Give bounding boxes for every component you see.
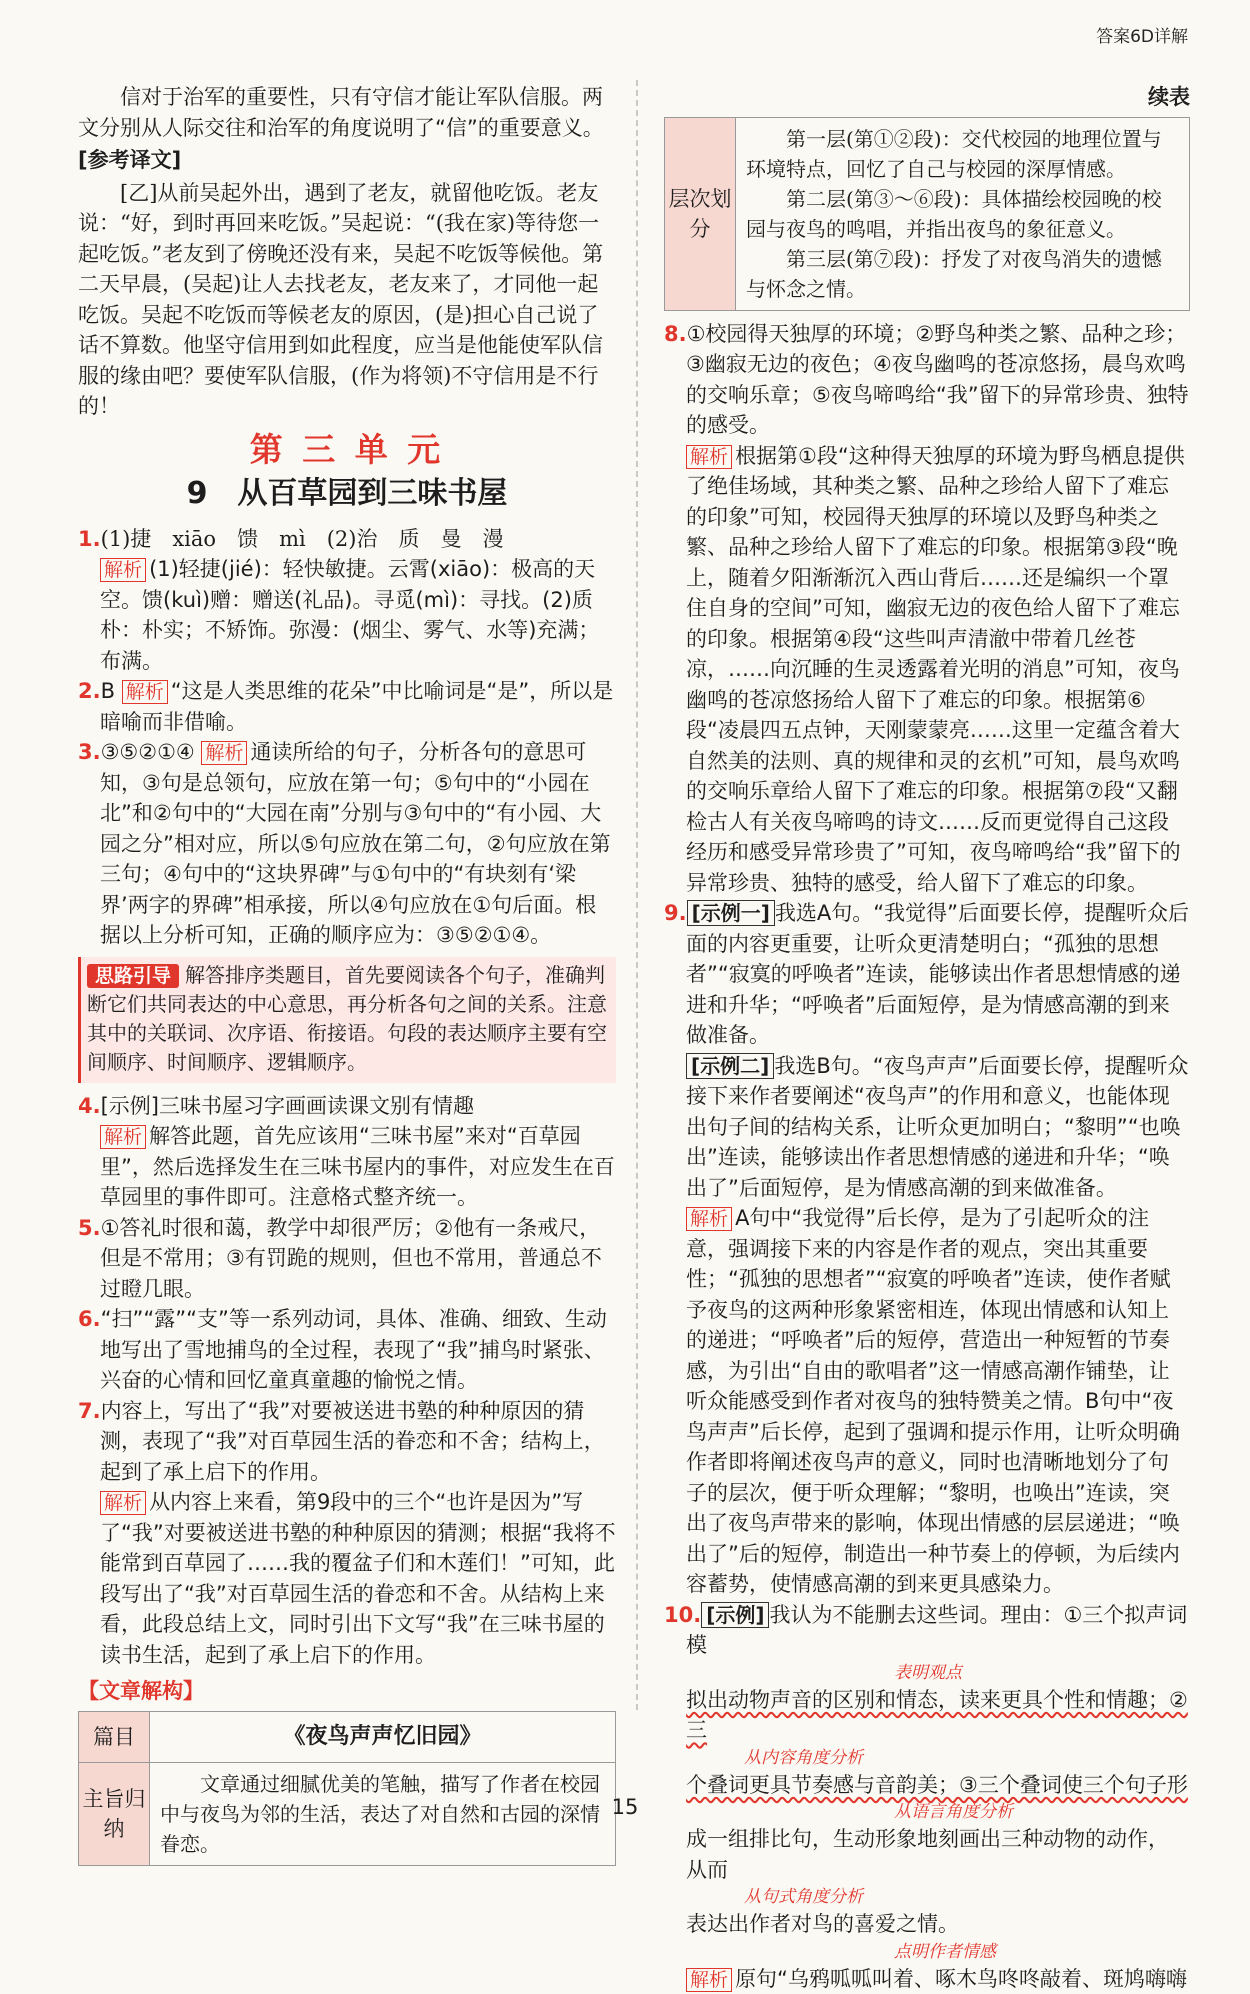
q5-answer: ①答礼时很和蔼，教学中却很严厉；②他有一条戒尺，但是不常用；③有罚跪的规则，但也不常用，普通总不过瞪几眼。 bbox=[100, 1216, 602, 1301]
layer-division-label: 层次划分 bbox=[665, 117, 736, 310]
q7-analysis-tag: 解析 bbox=[100, 1491, 146, 1515]
q3-analysis: 通读所给的句子，分析各句的意思可知，③句是总领句，应放在第一句；⑤句中的“小园在北”和②句中的“大园在南”分别与③句中的“有小园、大园之分”相对应，所以⑤句应放在第二句，②句应放在第三句；④句中的“这块界碑”与①句中的“有块刻有‘梁界’两字的界碑”相承接，所以④句应放在①句后面。根据以上分析可知，正确的顺序应为：③⑤②①④。 bbox=[100, 740, 611, 947]
q10-annotation-5: 点明作者情感 bbox=[686, 1940, 1190, 1964]
q8-analysis: 根据第①段“这种得天独厚的环境为野鸟栖息提供了绝佳场域，其种类之繁、品种之珍给人留下了难忘的印象”可知，校园得天独厚的环境以及野鸟种类之繁、品种之珍给人留下了难忘的印象。根据第③段“晚上，随着夕阳渐渐沉入西山背后……还是编织一个罩住自身的空间”可知，幽寂无边的夜色给人留下了难忘的印象。根据第④段“这些叫声清澈中带着几丝苍凉，……向沉睡的生灵透露着光明的消息”可知，夜鸟幽鸣的苍凉悠扬给人留下了难忘的印象。根据第⑥段“凌晨四五点钟，天刚蒙蒙亮……这里一定蕴含着大自然美的法则、真的规律和灵的玄机”可知，晨鸟欢鸣的交响乐章给人留下了难忘的印象。根据第⑦段“又翻检古人有关夜鸟啼鸣的诗文……反而更觉得自己这段经历和感受异常珍贵了”可知，夜鸟啼鸣给“我”留下的异常珍贵、独特的感受，给人留下了难忘的印象。 bbox=[686, 444, 1185, 895]
q3-answer: ③⑤②①④ bbox=[101, 740, 195, 764]
lesson-title: 9 从百草园到三味书屋 bbox=[78, 472, 616, 516]
question-9 bbox=[664, 898, 1190, 1600]
q1-number: 1. bbox=[78, 527, 101, 551]
q4-answer: [示例]三味书屋习字画画读课文别有情趣 bbox=[101, 1094, 474, 1118]
q7-number: 7. bbox=[78, 1399, 101, 1423]
table-theme-summary: 文章通过细腻优美的笔触，描写了作者在校园中与夜鸟为邻的生活，表达了对自然和古园的深情眷恋。 bbox=[150, 1763, 616, 1866]
q9-analysis-tag: 解析 bbox=[686, 1207, 732, 1231]
ref-label: 参考译文 bbox=[88, 148, 172, 172]
q2-number: 2. bbox=[78, 679, 101, 703]
q4-number: 4. bbox=[78, 1094, 101, 1118]
q8-number: 8. bbox=[664, 322, 687, 346]
q6-number: 6. bbox=[78, 1307, 101, 1331]
q7-answer: 内容上，写出了“我”对要被送进书塾的种种原因的猜测，表现了“我”对百草园生活的眷恋和不舍；结构上，起到了承上启下的作用。 bbox=[100, 1399, 605, 1484]
article-structure-table bbox=[78, 1711, 616, 1867]
q4-analysis: 解答此题，首先应该用“三味书屋”来对“百草园里”，然后选择发生在三味书屋内的事件，对应发生在百草园里的事件即可。注意格式整齐统一。 bbox=[100, 1124, 615, 1209]
layer-3: 第三层(第⑦段)：抒发了对夜鸟消失的遗憾与怀念之情。 bbox=[746, 244, 1179, 304]
table-label-theme: 主旨归纳 bbox=[79, 1763, 150, 1866]
question-2 bbox=[78, 676, 616, 737]
q6-answer: “扫”“露”“支”等一系列动词，具体、准确、细致、生动地写出了雪地捕鸟的全过程，表现了“我”捕鸟时紧张、兴奋的心情和回忆童真童趣的愉悦之情。 bbox=[100, 1307, 607, 1392]
q2-analysis-tag: 解析 bbox=[122, 680, 168, 704]
q7-analysis: 从内容上来看，第9段中的三个“也许是因为”写了“我”对要被送进书塾的种种原因的猜测；根据“我将不能常到百草园了……我的覆盆子们和木莲们！”可知，此段写出了“我”对百草园生活的眷恋和不舍。从结构上来看，此段总结上文，同时引出下文写“我”在三味书屋的读书生活，起到了承上启下的作用。 bbox=[100, 1490, 616, 1667]
column-divider bbox=[636, 80, 638, 1710]
layer-division-content bbox=[736, 117, 1190, 310]
question-6 bbox=[78, 1304, 616, 1396]
q10-annotation-3: 从语言角度分析 bbox=[686, 1800, 1190, 1824]
q9-example-2: 我选B句。“夜鸟声声”后面要长停，提醒听众接下来作者要阐述“夜鸟声”的作用和意义，也能体现出句子间的结构关系，让听众更加明白；“黎明”“也唤出”连读，能够读出作者思想情感的递进和升华；“唤出了”后面短停，是为情感高潮的到来做准备。 bbox=[686, 1054, 1188, 1200]
thinking-guide-box bbox=[78, 957, 616, 1083]
q10-analysis-tag: 解析 bbox=[686, 1968, 732, 1992]
article-structure-heading: 【文章解构】 bbox=[78, 1676, 616, 1707]
q4-analysis-tag: 解析 bbox=[100, 1125, 146, 1149]
q5-number: 5. bbox=[78, 1216, 101, 1240]
q2-analysis: “这是人类思维的花朵”中比喻词是“是”，所以是暗喻而非借喻。 bbox=[100, 679, 613, 734]
layer-1: 第一层(第①②段)：交代校园的地理位置与环境特点，回忆了自己与校园的深厚情感。 bbox=[746, 124, 1179, 184]
table-article-title: 《夜鸟声声忆旧园》 bbox=[150, 1711, 616, 1763]
question-3 bbox=[78, 737, 616, 951]
q2-answer: B bbox=[101, 679, 115, 703]
layer-2: 第二层(第③～⑥段)：具体描绘校园晚的校园与夜鸟的鸣唱，并指出夜鸟的象征意义。 bbox=[746, 184, 1179, 244]
q10-line-2: 拟出动物声音的区别和情态，读来更具个性和情趣；②三 bbox=[686, 1685, 1190, 1746]
q10-number: 10. bbox=[664, 1603, 701, 1627]
q10-line-4: 成一组排比句，生动形象地刻画出三种动物的动作，从而 bbox=[686, 1824, 1190, 1885]
q3-number: 3. bbox=[78, 740, 101, 764]
q8-analysis-tag: 解析 bbox=[686, 445, 732, 469]
q9-analysis: A句中“我觉得”后长停，是为了引起听众的注意，强调接下来的内容是作者的观点，突出其重要性；“孤独的思想者”“寂寞的呼唤者”连读，使作者赋予夜鸟的这两种形象紧密相连，体现出情感和认知上的递进；“呼唤者”后的短停，营造出一种短暂的节奏感，为引出“自由的歌唱者”这一情感高潮作铺垫，让听众能感受到作者对夜鸟的独特赞美之情。B句中“夜鸟声声”后长停，起到了强调和提示作用，让听众明确作者即将阐述夜鸟声的意义，同时也清晰地划分了句子的层次，便于听众理解；“黎明，也唤出”连读，突出了夜鸟声带来的影响，体现出情感的层层递进；“唤出了”后的短停，制造出一种节奏上的停顿，为后续内容蓄势，使情感高潮的到来更具感染力。 bbox=[686, 1206, 1180, 1596]
q1-answer: (1)捷 xiāo 馈 mì (2)治 质 曼 漫 bbox=[101, 527, 504, 551]
q1-analysis-tag: 解析 bbox=[100, 558, 146, 582]
q10-annotation-2: 从内容角度分析 bbox=[686, 1746, 1190, 1770]
q9-number: 9. bbox=[664, 901, 687, 925]
q9-example-2-tag: [示例二] bbox=[686, 1053, 774, 1079]
question-8 bbox=[664, 319, 1190, 899]
reference-translation-heading: [参考译文] bbox=[78, 145, 616, 176]
q10-example-tag: [示例] bbox=[701, 1602, 769, 1628]
right-column bbox=[664, 82, 1190, 1994]
q10-line-3: 个叠词更具节奏感与音韵美；③三个叠词使三个句子形 bbox=[686, 1770, 1190, 1801]
table-continued-label: 续表 bbox=[664, 82, 1190, 113]
q8-answer: ①校园得天独厚的环境；②野鸟种类之繁、品种之珍；③幽寂无边的夜色；④夜鸟幽鸣的苍凉悠扬，晨鸟欢鸣的交响乐章；⑤夜鸟啼鸣给“我”留下的异常珍贵、独特的感受。 bbox=[686, 322, 1189, 438]
q1-analysis: (1)轻捷(jié)：轻快敏捷。云霄(xiāo)：极高的天空。馈(kuì)赠：赠送(礼品)。寻觅(mì)：寻找。(2)质朴：朴实；不矫饰。弥漫：(烟尘、雾气、水等)充满；布满。 bbox=[100, 557, 599, 673]
q3-analysis-tag: 解析 bbox=[201, 741, 247, 765]
question-7 bbox=[78, 1396, 616, 1671]
q10-annotation-1: 表明观点 bbox=[686, 1661, 1190, 1685]
page-number: 15 bbox=[0, 1795, 1250, 1819]
table-label-title: 篇目 bbox=[79, 1711, 150, 1763]
q9-example-1: 我选A句。“我觉得”后面要长停，提醒听众后面的内容更重要，让听众更清楚明白；“孤独的思想者”“寂寞的呼唤者”连读，能够读出作者思想情感的递进和升华；“呼唤者”后面短停，是为情感高潮的到来做准备。 bbox=[686, 901, 1189, 1047]
question-4 bbox=[78, 1091, 616, 1213]
thinking-guide-text: 解答排序类题目，首先要阅读各个句子，准确判断它们共同表达的中心意思，再分析各句之间的关系。注意其中的关联词、次序语、衔接语。句段的表达顺序主要有空间顺序、时间顺序、逻辑顺序。 bbox=[87, 963, 607, 1074]
q10-analysis: 原句“乌鸦呱呱叫着、啄木鸟咚咚敲着、斑鸠嗨嗨 bbox=[735, 1967, 1187, 1991]
unit-title: 第 三 单 元 bbox=[78, 428, 616, 472]
q10-line-1: 我认为不能删去这些词。理由：①三个拟声词模 bbox=[686, 1603, 1187, 1658]
page-header: 答案6D详解 bbox=[1096, 22, 1188, 47]
thinking-guide-badge: 思路引导 bbox=[87, 964, 179, 988]
left-column bbox=[78, 82, 616, 1866]
q10-annotation-4: 从句式角度分析 bbox=[686, 1885, 1190, 1909]
intro-text: 信对于治军的重要性，只有守信才能让军队信服。两文分别从人际交往和治军的角度说明了“信”的重要意义。 bbox=[78, 82, 616, 143]
q10-line-5: 表达出作者对鸟的喜爱之情。 bbox=[686, 1909, 1190, 1940]
question-1 bbox=[78, 524, 616, 677]
layer-division-table bbox=[664, 117, 1190, 311]
q9-example-1-tag: [示例一] bbox=[687, 900, 775, 926]
question-5 bbox=[78, 1213, 616, 1305]
reference-translation: [乙]从前吴起外出，遇到了老友，就留他吃饭。老友说：“好，到时再回来吃饭。”吴起说：“(我在家)等待您一起吃饭。”老友到了傍晚还没有来，吴起不吃饭等候他。第二天早晨，(吴起)让人去找老友，老友来了，才同他一起吃饭。吴起不吃饭而等候老友的原因，(是)担心自己说了话不算数。他坚守信用到如此程度，应当是他能使军队信服的缘由吧？要使军队信服，(作为将领)不守信用是不行的！ bbox=[78, 178, 616, 422]
